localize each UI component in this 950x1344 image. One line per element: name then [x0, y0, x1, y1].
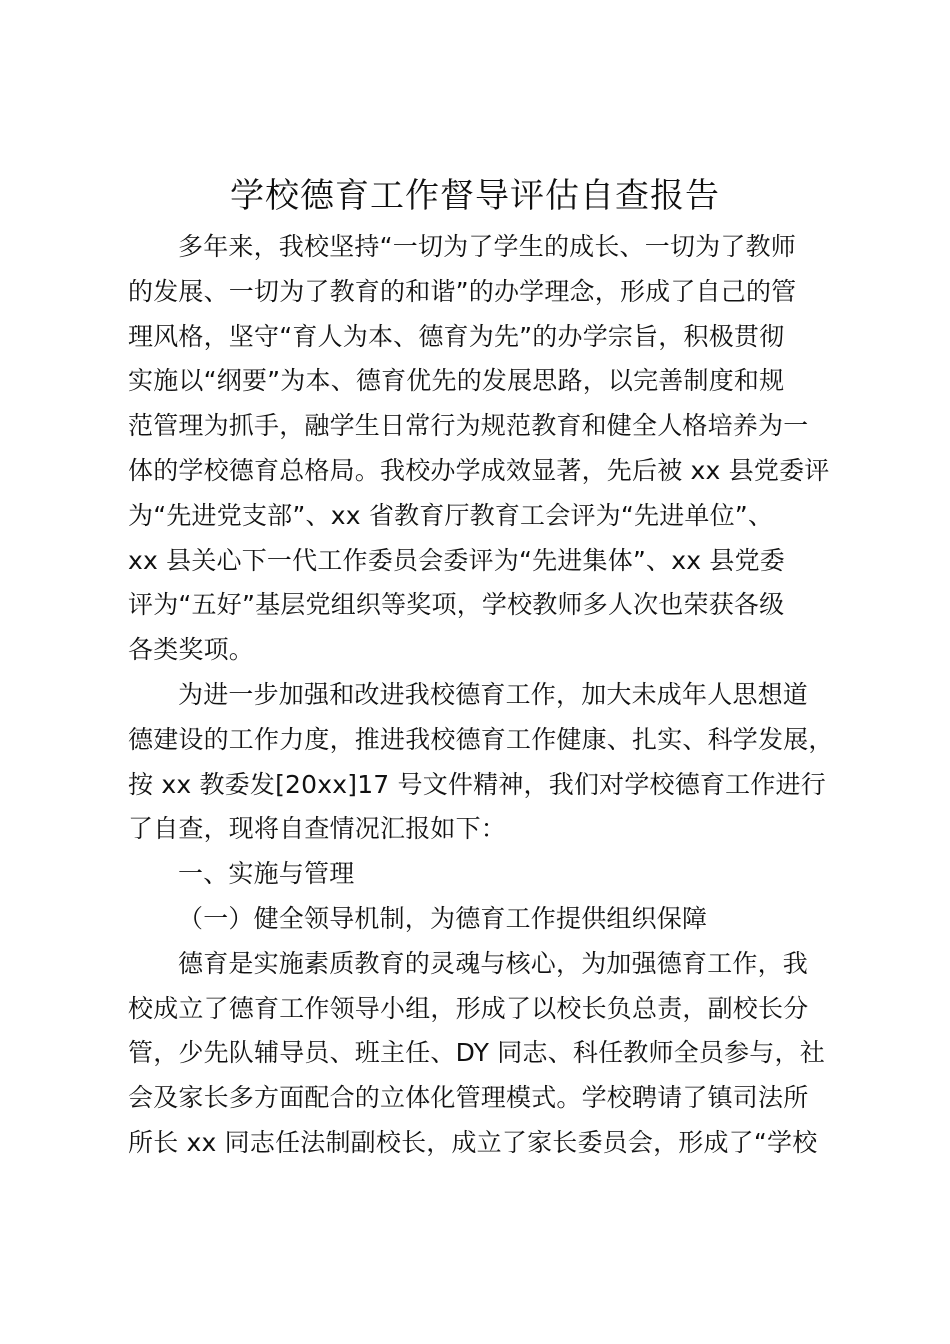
- paragraph-line: 德建设的工作力度，推进我校德育工作健康、扎实、科学发展，: [128, 724, 834, 754]
- paragraph-line: 为进一步加强和改进我校德育工作，加大未成年人思想道: [178, 680, 809, 709]
- paragraph-line: （一）健全领导机制，为德育工作提供组织保障: [178, 904, 708, 933]
- paragraph-line: 的发展、一切为了教育的和谐”的办学理念，形成了自己的管: [128, 276, 797, 306]
- paragraph-line: 体的学校德育总格局。我校办学成效显著，先后被 xx 县党委评: [128, 456, 830, 485]
- paragraph-line: 一、实施与管理: [178, 859, 355, 889]
- paragraph-line: 各类奖项。: [128, 635, 255, 665]
- paragraph-line: 多年来，我校坚持“一切为了学生的成长、一切为了教师: [178, 232, 796, 261]
- paragraph-line: 管，少先队辅导员、班主任、DY 同志、科任教师全员参与，社: [128, 1038, 825, 1068]
- paragraph-line: xx 县关心下一代工作委员会委评为“先进集体”、xx 县党委: [128, 545, 785, 575]
- document-title: 学校德育工作督导评估自查报告: [230, 176, 720, 216]
- paragraph-line: 实施以“纲要”为本、德育优先的发展思路，以完善制度和规: [128, 366, 785, 396]
- paragraph-line: 德育是实施素质教育的灵魂与核心，为加强德育工作，我: [178, 948, 809, 978]
- paragraph-line: 范管理为抓手，融学生日常行为规范教育和健全人格培养为一: [128, 411, 809, 441]
- paragraph-line: 按 xx 教委发[20xx]17 号文件精神，我们对学校德育工作进行: [128, 769, 826, 799]
- paragraph-line: 所长 xx 同志任法制副校长，成立了家长委员会，形成了“学校: [128, 1128, 818, 1157]
- paragraph-line: 评为“五好”基层党组织等奖项，学校教师多人次也荣获各级: [128, 590, 785, 620]
- paragraph-line: 理风格，坚守“育人为本、德育为先”的办学宗旨，积极贯彻: [128, 321, 785, 351]
- paragraph-line: 校成立了德育工作领导小组，形成了以校长负总责，副校长分: [128, 993, 809, 1023]
- paragraph-line: 了自查，现将自查情况汇报如下：: [128, 814, 507, 844]
- paragraph-line: 会及家长多方面配合的立体化管理模式。学校聘请了镇司法所: [128, 1083, 809, 1113]
- paragraph-line: 为“先进党支部”、xx 省教育厅教育工会评为“先进单位”、: [128, 500, 774, 530]
